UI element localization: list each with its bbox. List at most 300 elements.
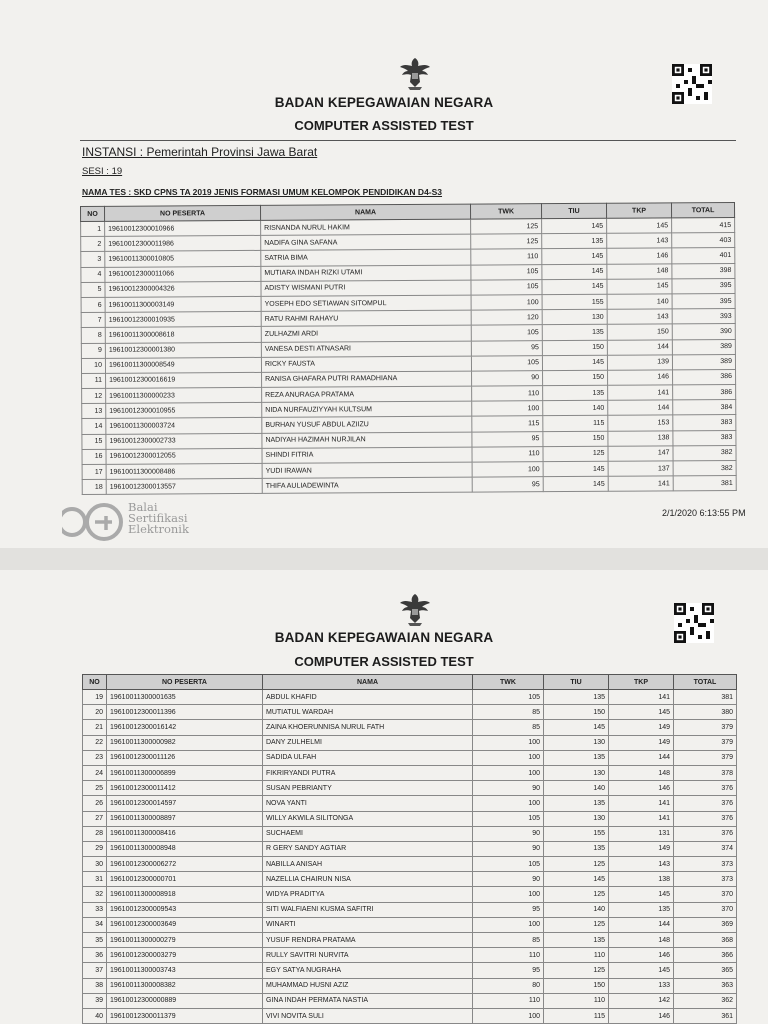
col-tiu: TIU (544, 675, 609, 690)
cell-total: 363 (674, 978, 737, 993)
cell-twk: 100 (473, 735, 544, 750)
cell-tkp: 145 (609, 705, 674, 720)
cell-total: 389 (672, 354, 735, 370)
cell-no: 25 (83, 781, 107, 796)
cell-tiu: 145 (542, 355, 607, 371)
cell-nama: YOSEPH EDO SETIAWAN SITOMPUL (261, 295, 471, 311)
divider (80, 140, 736, 141)
cell-no: 9 (81, 343, 105, 358)
cell-tkp: 149 (609, 735, 674, 750)
instansi-label: INSTANSI : Pemerintah Provinsi Jawa Barat (82, 145, 318, 159)
cell-no-peserta: 19610012300011066 (105, 266, 261, 282)
cell-no: 39 (83, 993, 107, 1008)
cell-nama: ADISTY WISMANI PUTRI (261, 280, 471, 296)
cell-total: 395 (672, 278, 735, 294)
col-twk: TWK (473, 675, 544, 690)
cell-no-peserta: 19610012300012055 (106, 448, 262, 464)
cell-tiu: 135 (543, 385, 608, 401)
cell-total: 376 (674, 781, 737, 796)
cell-nama: SITI WALFIAENI KUSMA SAFITRI (263, 902, 473, 917)
cell-tiu: 135 (544, 690, 609, 705)
cell-no: 26 (83, 796, 107, 811)
cell-nama: R GERY SANDY AGTIAR (263, 841, 473, 856)
cell-twk: 125 (471, 219, 542, 235)
results-table-page-1 (80, 202, 737, 495)
table-row (83, 993, 737, 1008)
cell-twk: 100 (473, 796, 544, 811)
cell-no: 11 (82, 373, 106, 388)
table-row (83, 948, 737, 963)
cell-no-peserta: 19610012300011986 (105, 236, 261, 252)
cell-nama: DANY ZULHELMI (263, 735, 473, 750)
cell-nama: WINARTI (263, 917, 473, 932)
cell-twk: 100 (473, 917, 544, 932)
cell-tkp: 138 (608, 431, 673, 447)
cell-nama: ZAINA KHOERUNNISA NURUL FATH (263, 720, 473, 735)
cell-twk: 105 (473, 690, 544, 705)
cell-nama: EGY SATYA NUGRAHA (263, 963, 473, 978)
cell-nama: SATRIA BIMA (261, 249, 471, 265)
cell-tiu: 155 (544, 826, 609, 841)
cell-no-peserta: 19610011300008897 (107, 811, 263, 826)
cell-no-peserta: 19610012300009543 (107, 902, 263, 917)
cell-nama: SUSAN PEBRIANTY (263, 781, 473, 796)
cell-nama: MUHAMMAD HUSNI AZIZ (263, 978, 473, 993)
cell-tiu: 135 (544, 841, 609, 856)
cell-twk: 105 (471, 355, 542, 371)
cell-tkp: 145 (609, 963, 674, 978)
cell-total: 379 (674, 750, 737, 765)
cell-no-peserta: 19610012300010955 (106, 403, 262, 419)
cell-tiu: 145 (542, 218, 607, 234)
cell-nama: YUSUF RENDRA PRATAMA (263, 933, 473, 948)
cell-twk: 85 (473, 720, 544, 735)
cell-tiu: 125 (544, 887, 609, 902)
cell-no: 18 (82, 480, 106, 495)
cell-no: 20 (83, 705, 107, 720)
cell-twk: 120 (471, 310, 542, 326)
cell-no: 23 (83, 750, 107, 765)
cell-tiu: 145 (543, 461, 608, 477)
cell-twk: 100 (471, 295, 542, 311)
cell-twk: 90 (472, 371, 543, 387)
cell-tkp: 137 (608, 461, 673, 477)
col-no: NO (81, 206, 105, 221)
cell-nama: ZULHAZMI ARDI (261, 325, 471, 341)
cell-nama: NAZELLIA CHAIRUN NISA (263, 872, 473, 887)
cell-no: 4 (81, 267, 105, 282)
cell-no-peserta: 19610012300004326 (105, 281, 261, 297)
cell-tkp: 145 (609, 887, 674, 902)
test-title: COMPUTER ASSISTED TEST (294, 654, 474, 669)
cell-total: 361 (674, 1008, 737, 1023)
cell-tiu: 150 (543, 431, 608, 447)
table-row (83, 902, 737, 917)
cell-twk: 95 (471, 340, 542, 356)
cell-tkp: 140 (607, 294, 672, 310)
cell-twk: 100 (473, 1008, 544, 1023)
cell-tkp: 147 (608, 446, 673, 462)
cell-nama: BURHAN YUSUF ABDUL AZIIZU (262, 417, 472, 433)
cell-no-peserta: 19610012300003279 (107, 948, 263, 963)
cell-no: 34 (83, 917, 107, 932)
cell-tiu: 140 (544, 902, 609, 917)
cell-total: 365 (674, 963, 737, 978)
cell-no: 29 (83, 841, 107, 856)
cell-tiu: 150 (544, 978, 609, 993)
cell-no: 28 (83, 826, 107, 841)
cell-no-peserta: 19610012300016142 (107, 720, 263, 735)
cell-no: 3 (81, 252, 105, 267)
cell-no: 37 (83, 963, 107, 978)
cell-tiu: 125 (544, 917, 609, 932)
cell-total: 383 (673, 415, 736, 431)
cell-tiu: 115 (544, 1008, 609, 1023)
cell-tiu: 155 (542, 294, 607, 310)
cell-total: 415 (672, 218, 735, 234)
cell-tkp: 153 (608, 415, 673, 431)
cell-nama: NIDA NURFAUZIYYAH KULTSUM (262, 401, 472, 417)
cell-no: 38 (83, 978, 107, 993)
results-table-page-2 (82, 674, 737, 1024)
cell-no-peserta: 19610011300008618 (105, 327, 261, 343)
cell-no: 24 (83, 765, 107, 780)
cell-total: 369 (674, 917, 737, 932)
cell-total: 376 (674, 826, 737, 841)
table-row (83, 781, 737, 796)
table-row (83, 917, 737, 932)
cell-no-peserta: 19610011300000982 (107, 735, 263, 750)
cell-twk: 105 (471, 279, 542, 295)
cell-nama: ABDUL KHAFID (263, 690, 473, 705)
test-title: COMPUTER ASSISTED TEST (294, 118, 474, 133)
cell-no: 27 (83, 811, 107, 826)
cell-tiu: 130 (544, 765, 609, 780)
cell-tkp: 145 (607, 279, 672, 295)
col-no: NO (83, 675, 107, 690)
session-label: SESI : 19 (82, 166, 123, 177)
cell-no: 21 (83, 720, 107, 735)
cell-nama: THIFA AULIADEWINTA (262, 477, 472, 493)
cell-nama: FIKRIRYANDI PUTRA (263, 765, 473, 780)
garuda-emblem-icon (398, 56, 432, 92)
cell-no-peserta: 19610012300011379 (107, 1008, 263, 1023)
document-page-2 (0, 570, 768, 1024)
cell-total: 370 (674, 902, 737, 917)
cell-total: 376 (674, 811, 737, 826)
cell-nama: NABILLA ANISAH (263, 857, 473, 872)
cell-total: 380 (674, 705, 737, 720)
cell-total: 393 (672, 309, 735, 325)
col-total: TOTAL (674, 675, 737, 690)
cell-tkp: 144 (607, 339, 672, 355)
cell-no-peserta: 19610012300016619 (106, 372, 262, 388)
cell-tiu: 135 (544, 796, 609, 811)
cell-total: 376 (674, 796, 737, 811)
table-row (83, 872, 737, 887)
cell-nama: VIVI NOVITA SULI (263, 1008, 473, 1023)
table-row (83, 841, 737, 856)
cell-twk: 100 (473, 765, 544, 780)
cell-no-peserta: 19610011300000233 (106, 387, 262, 403)
cell-tiu: 135 (544, 933, 609, 948)
test-name-label: NAMA TES : SKD CPNS TA 2019 JENIS FORMASI UMUM KELOMPOK PENDIDIKAN D4-S3 (82, 187, 443, 197)
cell-no-peserta: 19610011300008486 (106, 463, 262, 479)
cell-tiu: 130 (544, 735, 609, 750)
cell-total: 383 (673, 430, 736, 446)
cell-tkp: 135 (609, 902, 674, 917)
cell-nama: SADIDA ULFAH (263, 750, 473, 765)
cell-total: 374 (674, 841, 737, 856)
cell-total: 384 (673, 400, 736, 416)
cell-no-peserta: 19610012300001380 (105, 342, 261, 358)
cell-nama: MUTIARA INDAH RIZKI UTAMI (261, 265, 471, 281)
cell-total: 389 (672, 339, 735, 355)
cell-nama: NADIYAH HAZIMAH NURJILAN (262, 432, 472, 448)
cell-total: 403 (672, 233, 735, 249)
cell-no-peserta: 19610011300000279 (107, 933, 263, 948)
cell-nama: NADIFA GINA SAFANA (261, 234, 471, 250)
cell-no: 1 (81, 221, 105, 236)
cell-no-peserta: 19610011300001635 (107, 690, 263, 705)
cell-twk: 110 (471, 249, 542, 265)
cell-total: 386 (673, 369, 736, 385)
cell-total: 386 (673, 385, 736, 401)
cell-twk: 80 (473, 978, 544, 993)
cell-twk: 125 (471, 234, 542, 250)
cell-tiu: 130 (544, 811, 609, 826)
cell-no: 2 (81, 237, 105, 252)
cell-twk: 100 (473, 887, 544, 902)
cell-no: 17 (82, 464, 106, 479)
table-row (83, 857, 737, 872)
cell-tkp: 141 (608, 476, 673, 492)
cell-tiu: 150 (542, 340, 607, 356)
cell-twk: 95 (472, 477, 543, 493)
cell-no: 40 (83, 1008, 107, 1023)
cell-tiu: 125 (544, 857, 609, 872)
cell-no: 16 (82, 449, 106, 464)
cell-no: 15 (82, 434, 106, 449)
cell-tkp: 133 (609, 978, 674, 993)
cell-tiu: 110 (544, 993, 609, 1008)
col-tiu: TIU (541, 203, 606, 218)
cell-no: 13 (82, 404, 106, 419)
cell-total: 373 (674, 857, 737, 872)
cell-tkp: 144 (609, 750, 674, 765)
cell-total: 366 (674, 948, 737, 963)
cell-no-peserta: 19610011300010805 (105, 251, 261, 267)
table-row (83, 963, 737, 978)
cell-no: 7 (81, 312, 105, 327)
cell-nama: SHINDI FITRIA (262, 447, 472, 463)
cell-nama: RANISA GHAFARA PUTRI RAMADHIANA (262, 371, 472, 387)
cell-nama: RATU RAHMI RAHAYU (261, 310, 471, 326)
cell-twk: 90 (473, 872, 544, 887)
agency-title: BADAN KEPEGAWAIAN NEGARA (274, 630, 494, 645)
cell-tiu: 135 (542, 325, 607, 341)
cell-total: 373 (674, 872, 737, 887)
cell-tiu: 110 (544, 948, 609, 963)
cell-nama: GINA INDAH PERMATA NASTIA (263, 993, 473, 1008)
cell-no-peserta: 19610012300010966 (105, 220, 261, 236)
cell-tkp: 138 (609, 872, 674, 887)
cell-twk: 100 (472, 401, 543, 417)
cell-tiu: 125 (543, 446, 608, 462)
cell-no-peserta: 19610012300010935 (105, 312, 261, 328)
cell-tkp: 148 (609, 765, 674, 780)
col-total: TOTAL (671, 203, 734, 218)
cell-nama: WILLY AKWILA SILITONGA (263, 811, 473, 826)
cell-no-peserta: 19610011300003724 (106, 418, 262, 434)
cell-no-peserta: 19610011300003743 (107, 963, 263, 978)
cell-tkp: 150 (607, 324, 672, 340)
cell-nama: MUTIATUL WARDAH (263, 705, 473, 720)
table-row (83, 933, 737, 948)
cell-no-peserta: 19610012300006272 (107, 857, 263, 872)
cell-tkp: 141 (609, 796, 674, 811)
col-no-peserta: NO PESERTA (105, 205, 261, 221)
cell-twk: 105 (471, 325, 542, 341)
cell-tkp: 146 (608, 370, 673, 386)
cell-no: 5 (81, 282, 105, 297)
cell-no-peserta: 19610012300000701 (107, 872, 263, 887)
cell-total: 378 (674, 765, 737, 780)
table-row (83, 690, 737, 705)
table-row (83, 811, 737, 826)
cell-no-peserta: 19610012300002733 (106, 433, 262, 449)
table-row (83, 978, 737, 993)
cell-no: 33 (83, 902, 107, 917)
cell-tkp: 142 (609, 993, 674, 1008)
cell-tkp: 149 (609, 720, 674, 735)
cell-tiu: 150 (544, 705, 609, 720)
col-nama: NAMA (263, 675, 473, 690)
cell-nama: YUDI IRAWAN (262, 462, 472, 478)
bse-logo-text: Balai Sertifikasi Elektronik (128, 500, 189, 536)
cell-no-peserta: 19610011300003149 (105, 296, 261, 312)
cell-tiu: 145 (543, 476, 608, 492)
cell-no: 36 (83, 948, 107, 963)
cell-tkp: 143 (609, 857, 674, 872)
cell-no-peserta: 19610011300008382 (107, 978, 263, 993)
cell-twk: 100 (472, 462, 543, 478)
cell-no-peserta: 19610011300008948 (107, 841, 263, 856)
table-row (83, 826, 737, 841)
cell-twk: 85 (473, 705, 544, 720)
cell-total: 379 (674, 735, 737, 750)
cell-total: 381 (674, 690, 737, 705)
cell-total: 370 (674, 887, 737, 902)
cell-no: 22 (83, 735, 107, 750)
cell-tkp: 144 (608, 400, 673, 416)
cell-twk: 110 (472, 386, 543, 402)
cell-tkp: 141 (609, 811, 674, 826)
cell-no-peserta: 19610012300014597 (107, 796, 263, 811)
cell-total: 382 (673, 445, 736, 461)
table-row (83, 887, 737, 902)
cell-total: 362 (674, 993, 737, 1008)
cell-total: 398 (672, 263, 735, 279)
cell-tkp: 143 (607, 233, 672, 249)
cell-twk: 100 (473, 750, 544, 765)
cell-twk: 105 (473, 857, 544, 872)
cell-tkp: 145 (607, 218, 672, 234)
cell-no: 35 (83, 933, 107, 948)
cell-twk: 85 (473, 933, 544, 948)
cell-tiu: 135 (542, 233, 607, 249)
cell-no: 19 (83, 690, 107, 705)
col-nama: NAMA (260, 204, 470, 220)
cell-nama: VANESA DESTI ATNASARI (261, 341, 471, 357)
cell-tiu: 150 (543, 370, 608, 386)
cell-twk: 90 (473, 826, 544, 841)
cell-no-peserta: 19610012300003649 (107, 917, 263, 932)
cell-tkp: 146 (609, 948, 674, 963)
cell-no: 10 (81, 358, 105, 373)
cell-no-peserta: 19610012300000889 (107, 993, 263, 1008)
cell-no: 8 (81, 328, 105, 343)
cell-tiu: 145 (544, 720, 609, 735)
cell-no: 12 (82, 388, 106, 403)
cell-no-peserta: 19610012300013557 (106, 479, 262, 495)
col-no-peserta: NO PESERTA (107, 675, 263, 690)
cell-nama: RULLY SAVITRI NURVITA (263, 948, 473, 963)
col-twk: TWK (470, 204, 541, 219)
cell-tiu: 130 (542, 309, 607, 325)
table-row (83, 720, 737, 735)
cell-nama: RISNANDA NURUL HAKIM (261, 219, 471, 235)
cell-nama: SUCHAEMI (263, 826, 473, 841)
cell-no: 14 (82, 419, 106, 434)
col-tkp: TKP (606, 203, 671, 218)
cell-twk: 95 (472, 431, 543, 447)
cell-tkp: 146 (609, 781, 674, 796)
cell-tiu: 135 (544, 750, 609, 765)
cell-tiu: 145 (542, 264, 607, 280)
cell-twk: 105 (473, 811, 544, 826)
cell-twk: 110 (472, 446, 543, 462)
cell-twk: 95 (473, 963, 544, 978)
table-row (83, 1008, 737, 1023)
cell-tkp: 146 (607, 248, 672, 264)
cell-tiu: 140 (543, 401, 608, 417)
cell-no: 30 (83, 857, 107, 872)
cell-total: 395 (672, 293, 735, 309)
agency-title: BADAN KEPEGAWAIAN NEGARA (274, 95, 494, 110)
cell-twk: 90 (473, 781, 544, 796)
cell-tiu: 145 (542, 249, 607, 265)
cell-twk: 110 (473, 948, 544, 963)
cell-total: 368 (674, 933, 737, 948)
cell-no: 31 (83, 872, 107, 887)
cell-tkp: 144 (609, 917, 674, 932)
cell-twk: 90 (473, 841, 544, 856)
cell-tkp: 149 (609, 841, 674, 856)
garuda-emblem-icon (398, 592, 432, 628)
cell-tkp: 148 (609, 933, 674, 948)
table-row (83, 735, 737, 750)
cell-tiu: 125 (544, 963, 609, 978)
cell-total: 381 (673, 476, 736, 492)
cell-no-peserta: 19610011300008416 (107, 826, 263, 841)
cell-twk: 110 (473, 993, 544, 1008)
cell-total: 390 (672, 324, 735, 340)
cell-tiu: 145 (544, 872, 609, 887)
cell-no-peserta: 19610012300011396 (107, 705, 263, 720)
table-row (83, 705, 737, 720)
cell-tkp: 143 (607, 309, 672, 325)
